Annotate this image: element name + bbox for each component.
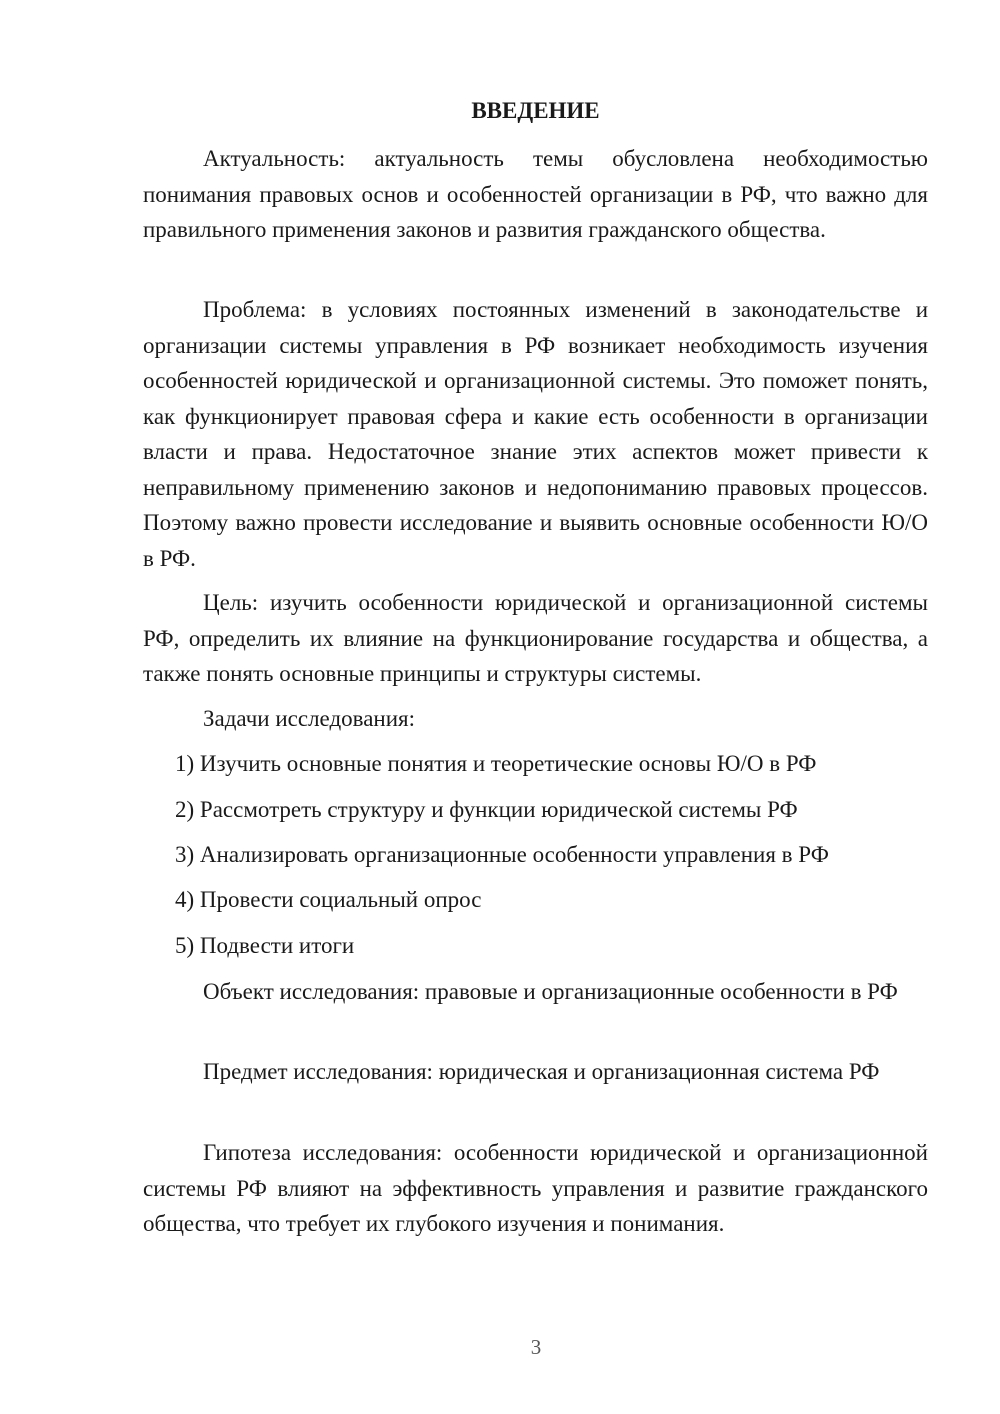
task-item: 5) Подвести итоги bbox=[175, 933, 355, 958]
page-title: ВВЕДЕНИЕ bbox=[471, 98, 600, 123]
page-number: 3 bbox=[530, 1335, 542, 1359]
problem-paragraph: Проблема: в условиях постоянных изменений в законодательстве и организации системы управления в РФ возникает необходимость изучения особенностей юридической и организационной системы. Это поможет понять, как функционирует правовая сфера и какие есть особенности в организации власти и права. Недостаточное знание этих аспектов может привести к неправильному применению законов и недопониманию правовых процессов. Поэтому важно провести исследование и выявить основные особенности Ю/О в РФ. bbox=[143, 297, 928, 571]
task-item: 3) Анализировать организационные особенности управления в РФ bbox=[175, 842, 829, 867]
task-item: 2) Рассмотреть структуру и функции юридической системы РФ bbox=[175, 797, 798, 822]
hypothesis-paragraph: Гипотеза исследования: особенности юридической и организационной системы РФ влияют на эффективность управления и развитие гражданского общества, что требует их глубокого изучения и понимания. bbox=[143, 1140, 928, 1236]
subject-paragraph: Предмет исследования: юридическая и организационная система РФ bbox=[203, 1059, 880, 1084]
object-paragraph: Объект исследования: правовые и организационные особенности в РФ bbox=[203, 979, 898, 1004]
task-item: 4) Провести социальный опрос bbox=[175, 887, 482, 912]
relevance-paragraph: Актуальность: актуальность темы обусловлена необходимостью понимания правовых основ и особенностей организации в РФ, что важно для правильного применения законов и развития гражданского общества. bbox=[143, 146, 928, 242]
tasks-heading: Задачи исследования: bbox=[203, 706, 416, 731]
task-item: 1) Изучить основные понятия и теоретические основы Ю/О в РФ bbox=[175, 751, 817, 776]
goal-paragraph: Цель: изучить особенности юридической и организационной системы РФ, определить их влияние на функционирование государства и общества, а также понять основные принципы и структуры системы. bbox=[143, 590, 928, 686]
